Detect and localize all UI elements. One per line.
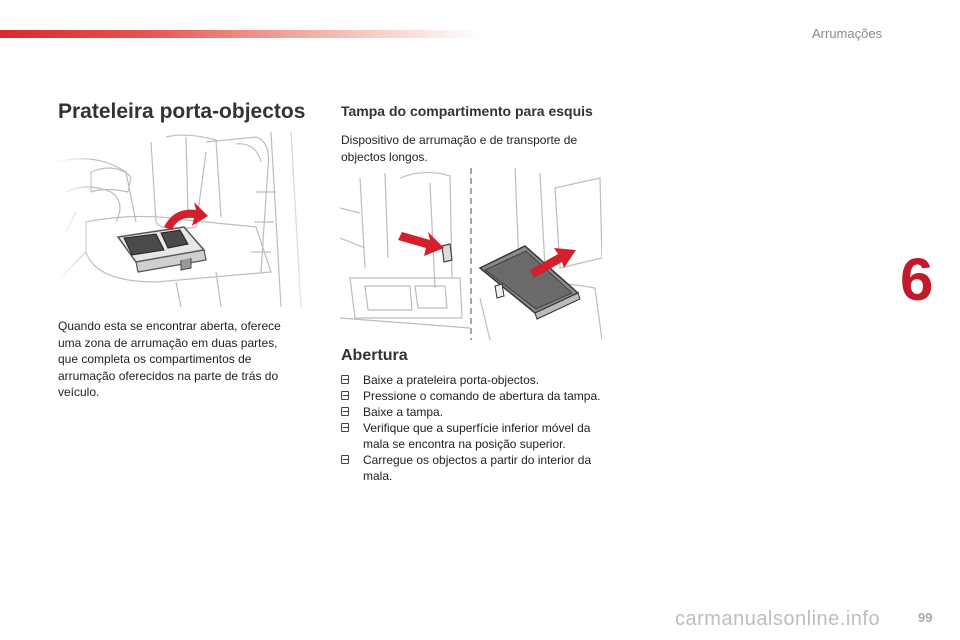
list-item: Baixe a tampa. — [341, 404, 603, 420]
ski-hatch-description: Dispositivo de arrumação e de transporte de objectos longos. — [341, 133, 578, 164]
section-name: Arrumações — [812, 26, 883, 41]
list-item: Carregue os objectos a partir do interior da mala. — [341, 452, 603, 484]
list-item: Pressione o comando de abertura da tampa. — [341, 388, 603, 404]
opening-subtitle: Abertura — [341, 347, 408, 364]
rear-shelf-illustration — [56, 132, 318, 307]
opening-steps — [341, 372, 603, 484]
header-accent-bar — [0, 30, 480, 38]
checkbox-icon — [341, 375, 349, 384]
checkbox-icon — [341, 423, 349, 432]
push-arrow-icon — [398, 232, 444, 256]
checkbox-icon — [341, 407, 349, 416]
ski-hatch-title: Tampa do compartimento para esquis — [341, 103, 593, 119]
checkbox-icon — [341, 391, 349, 400]
page-title: Prateleira porta-objectos — [58, 100, 306, 123]
watermark: carmanualsonline.info — [675, 608, 881, 630]
list-item: Verifique que a superfície inferior móvel da mala se encontra na posição superior. — [341, 420, 603, 452]
shelf-description: Quando esta se encontrar aberta, oferece uma zona de arrumação em duas partes, que completa os compartimentos de arrumação oferecidos na parte de trás do veículo. — [58, 319, 281, 399]
checkbox-icon — [341, 455, 349, 464]
page-number: 99 — [918, 610, 933, 625]
ski-hatch-illustration — [340, 168, 602, 340]
chapter-number: 6 — [900, 246, 934, 313]
list-item: Baixe a prateleira porta-objectos. — [341, 372, 603, 388]
